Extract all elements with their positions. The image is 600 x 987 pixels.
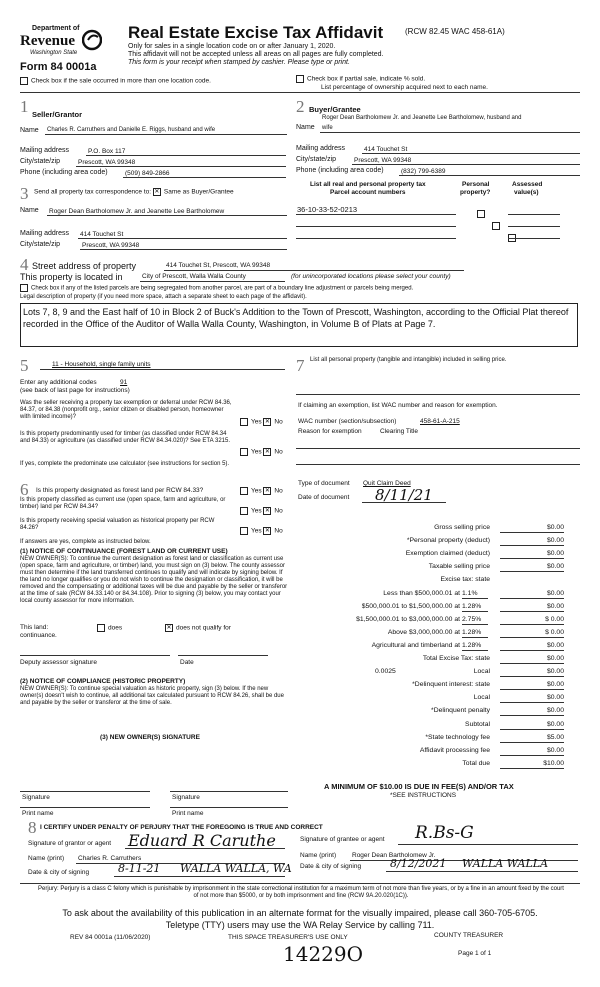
current-use-question: Is this property classified as current use (open space, farm and agriculture, or timber) land per RCW 84.34? (20, 497, 226, 510)
new-owner-sig-heading: (3) NEW OWNER(S) SIGNATURE (100, 734, 200, 741)
deputy-date-line (178, 655, 268, 656)
corr-mail: 414 Touchet St (80, 231, 124, 238)
seller-phone-label: Phone (including area code) (20, 169, 108, 176)
forest-question: Is this property designated as forest land per RCW 84.33? (36, 487, 204, 494)
parcel-header-b: Parcel account numbers (330, 189, 406, 196)
dept-line1: Department of (32, 25, 80, 32)
section6-number: 6 (20, 480, 29, 499)
partial-percentage-note: List percentage of ownership acquired next to each name. (321, 84, 488, 91)
new-owner-print-line1 (20, 807, 150, 808)
perjury-notice: Perjury: Perjury is a class C felony which is punishable by imprisonment in the state correctional institution for a maximum term of not more than five years, or by a fine in an amount fixed by the court of not more than $5000, or by both imprisonment and fine (RCW 9A.20.020(1C)). (38, 886, 564, 899)
located-line (140, 281, 285, 282)
answers-yes-note: If answers are yes, complete as instructed below. (20, 539, 151, 545)
seller-mail-label: Mailing address (20, 147, 70, 154)
segregated-checkbox[interactable] (20, 284, 28, 292)
does-option[interactable] (97, 624, 122, 632)
same-as-buyer-label: Same as Buyer/Grantee (163, 188, 234, 196)
does-not-checkbox[interactable]: ✕ (166, 625, 172, 631)
grantee-date-label: Date & city of signing (300, 863, 362, 870)
buyer-mail: 414 Touchet St (364, 146, 408, 153)
tax-row-label: Affidavit processing fee (419, 746, 490, 754)
s6q3-yes-checkbox[interactable] (240, 527, 248, 535)
new-owner-sig-line1 (20, 791, 150, 792)
parcel-line-3 (296, 238, 456, 239)
s6q1-no-checkbox[interactable]: ✕ (264, 488, 270, 494)
grantee-sig-line (398, 844, 578, 845)
header-note1: Only for sales in a single location code on or after January 1, 2020. (128, 43, 336, 50)
tax-row-label: Total due (462, 759, 490, 767)
forest-answer[interactable] (240, 487, 283, 495)
section4-number: 4 (20, 255, 29, 274)
buyer-name-label: Name (296, 124, 315, 131)
street-address: 414 Touchet St, Prescott, WA 99348 (166, 262, 271, 269)
tax-row-label: Taxable selling price (428, 563, 490, 571)
q2-yes-checkbox[interactable] (240, 448, 248, 456)
tax-row-value: $0.00 (500, 590, 564, 599)
tax-row-label: *Delinquent interest: state (412, 681, 490, 689)
grantee-signature: R.Bs-G (415, 823, 474, 843)
header-note2: This affidavit will not be accepted unless all areas on all pages are fully completed. (128, 51, 384, 58)
tax-row-label: Agricultural and timberland at (371, 641, 460, 649)
q1-no-checkbox[interactable]: ✕ (264, 419, 270, 425)
tax-row-rate: 1.28% (462, 642, 488, 651)
q2-no-label: No (274, 448, 283, 456)
timber-question: Is this property predominantly used for timber (as classified under RCW 84.34 and 84.33) or agriculture (as classified under RCW 84.34.020)? See ETA 3215. (20, 431, 231, 444)
buyer-name-line2: wife (322, 125, 333, 131)
buyer-city: Prescott, WA 99348 (354, 157, 412, 164)
assessed-line-1 (508, 214, 560, 215)
s6q1-no-label: No (274, 487, 283, 495)
buyer-phone-label: Phone (including area code) (296, 167, 384, 174)
historic-question: Is this property receiving special valuation as historical property per RCW 84.26? (20, 518, 215, 531)
personal-checkbox-2[interactable] (492, 222, 500, 230)
grantee-date: 8/12/2021 (390, 857, 447, 870)
additional-codes-label: Enter any additional codes (20, 379, 97, 386)
personal-header-a: Personal (462, 181, 490, 188)
tax-row-value: $0.00 (500, 524, 564, 533)
corr-city-label: City/state/zip (20, 241, 61, 248)
dor-swoosh-icon (82, 29, 102, 51)
grantor-sig-label: Signature of grantor or agent (28, 840, 112, 847)
doc-type: Quit Claim Deed (363, 480, 411, 487)
tax-row-value: $ 0.00 (500, 616, 564, 625)
q1-yes-label: Yes (251, 418, 262, 426)
q2-yes-label: Yes (251, 448, 262, 456)
grantee-date-line (386, 871, 578, 872)
new-owner-print-label1: Print name (22, 810, 54, 817)
correspondence-label: Send all property tax correspondence to: (34, 188, 152, 196)
reason-line-2 (296, 464, 580, 465)
section5-number: 5 (20, 356, 29, 375)
notice2-title: (2) NOTICE OF COMPLIANCE (HISTORIC PROPERTY) (20, 678, 186, 685)
tax-row-rate: 1.28% (462, 603, 488, 612)
s6q3-no-label: No (274, 527, 283, 535)
tax-row-label: Less than $500,000.01 at (383, 589, 460, 597)
minimum-due: A MINIMUM OF $10.00 IS DUE IN FEE(S) AND/OR TAX (324, 782, 514, 791)
grantee-sig-label: Signature of grantee or agent (300, 836, 385, 843)
tax-row-label: $500,000.01 to $1,500,000.00 at (361, 602, 460, 610)
personal-checkbox-1[interactable] (477, 210, 485, 218)
tax-row-value: $0.00 (500, 694, 564, 703)
grantor-date-line (114, 876, 285, 877)
deputy-sig-line (20, 655, 170, 656)
buyer-mail-line (362, 153, 580, 154)
s6q3-yes-label: Yes (251, 527, 262, 535)
header-divider (20, 92, 580, 93)
wac-number: 458-61-A-215 (420, 418, 460, 425)
assessed-header-a: Assessed (512, 181, 543, 188)
s6q3-no-checkbox[interactable]: ✕ (264, 528, 270, 534)
personal-property-label: List all personal property (tangible and intangible) included in selling price. (310, 357, 507, 363)
tax-row-label: *State technology fee (425, 733, 490, 741)
tax-row-value: $0.00 (500, 707, 564, 716)
buyer-mail-label: Mailing address (296, 145, 346, 152)
new-owner-sig-line2 (170, 791, 288, 792)
tax-row-value: $0.00 (500, 550, 564, 559)
parcel-header-a: List all real and personal property tax (310, 181, 426, 188)
does-not-option[interactable] (165, 624, 231, 632)
new-owner-print-label2: Print name (172, 810, 204, 817)
parcel-line-2 (296, 226, 456, 227)
seller-name-line (45, 134, 287, 135)
tax-row-rate: 2.75% (462, 616, 488, 625)
form-title: Real Estate Excise Tax Affidavit (128, 23, 384, 42)
use-code-line (40, 369, 285, 370)
exemption-question: Was the seller receiving a property tax exemption or deferral under RCW 84.36, 84.37, or 84.38 (nonprofit org., senior citizen or disabled person, homeowner with limited income)? (20, 400, 232, 420)
reason-label: Reason for exemption (298, 428, 362, 435)
street-label: Street address of property (32, 261, 137, 271)
does-not-label: does not qualify for (176, 624, 231, 632)
section3-number: 3 (20, 184, 29, 203)
s6q1-yes-label: Yes (251, 487, 262, 495)
partial-sale-label: Check box if partial sale, indicate % sold. (307, 75, 426, 83)
assessed-header-b: value(s) (514, 189, 539, 196)
same-as-buyer-checkbox[interactable]: ✕ (154, 189, 160, 195)
notice1-body: NEW OWNER(S): To continue the current designation as forest land or classification as current use (open space, farm and agriculture, or timber) land, you must sign on (3) below. The county assessor must then determine if the land transferred continues to qualify and will indicate by signing below. If the land no longer qualifies or you do not wish to continue the designation or classification, it will be removed and the compensating or additional taxes will be due and payable by the seller or transferor at the time of sale (RCW 84.33.140 or 84.34.108). Prior to signing (3) below, you may contact your local county assessor for more information. (20, 556, 288, 604)
parcel-number-1: 36-10-33-52-0213 (297, 205, 358, 214)
one-location-label: Check box if the sale occurred in more than one location code. (31, 77, 211, 85)
section7-number: 7 (296, 356, 305, 375)
personal-property-line (296, 394, 580, 395)
receipt-number: 14229O (283, 942, 364, 966)
form-rcw: (RCW 82.45 WAC 458-61A) (405, 27, 505, 36)
predominate-use-note: If yes, complete the predominate use calculator (see instructions for section 5). (20, 461, 230, 467)
wac-label: WAC number (section/subsection) (298, 418, 397, 425)
exemption-label: If claiming an exemption, list WAC number and reason for exemption. (298, 402, 498, 409)
legal-description-box[interactable] (20, 303, 578, 347)
grantee-city: WALLA WALLA (462, 857, 549, 870)
buyer-city-line (352, 164, 580, 165)
tax-row-value: $5.00 (500, 734, 564, 743)
dor-logo (20, 25, 105, 61)
located-note: (for unincorporated locations please select your county) (291, 273, 451, 280)
new-owner-sig-label2: Signature (172, 794, 200, 801)
continuance-label: continuance. (20, 632, 57, 639)
buyer-heading: Buyer/Grantee (309, 105, 361, 114)
tax-row-label: *Delinquent penalty (431, 707, 490, 715)
personal-header-b: property? (460, 189, 491, 196)
rev-number: REV 84 0001a (11/06/2020) (70, 934, 151, 941)
seller-heading: Seller/Grantor (32, 110, 83, 119)
tax-row-value: $ 0.00 (500, 629, 564, 638)
s6q1-yes-checkbox[interactable] (240, 487, 248, 495)
grantor-sig-line (125, 848, 285, 849)
grantor-signature: Eduard R Caruthe (128, 831, 276, 850)
reason-value: Clearing Title (380, 428, 418, 435)
tax-row-value: $0.00 (500, 668, 564, 677)
seller-mail-line (86, 155, 286, 156)
certify-statement: I CERTIFY UNDER PENALTY OF PERJURY THAT THE FOREGOING IS TRUE AND CORRECT (40, 824, 323, 831)
deputy-sig-label: Deputy assessor signature (20, 659, 97, 666)
legal-label: Legal description of property (if you need more space, attach a separate sheet to each page of the affidavit). (20, 294, 307, 300)
street-line (164, 270, 464, 271)
county-treasurer: COUNTY TREASURER (434, 932, 504, 939)
tax-row-label: Above $3,000,000.00 at (387, 628, 460, 636)
notice1-title: (1) NOTICE OF CONTINUANCE (FOREST LAND OR CURRENT USE) (20, 548, 228, 555)
tax-row-label: $1,500,000.01 to $3,000,000.00 at (356, 615, 460, 623)
segregated-label: Check box if any of the listed parcels are being segregated from another parcel, are part of a boundary line adjustment or parcels being merged. (31, 285, 414, 292)
footer-divider (20, 883, 580, 884)
tax-row-rate: 1.28% (462, 629, 488, 638)
header-note3: This form is your receipt when stamped by cashier. Please type or print. (128, 59, 350, 66)
segregated-check[interactable] (20, 284, 413, 293)
section2-number: 2 (296, 97, 305, 116)
timber-answer[interactable] (240, 448, 283, 456)
dept-line2: Revenue (20, 33, 75, 49)
dept-line3: Washington State (30, 50, 78, 56)
seller-mail: P.O. Box 117 (88, 148, 126, 155)
treasurer-use-only: THIS SPACE TREASURER'S USE ONLY (228, 934, 348, 941)
one-location-checkbox[interactable] (20, 77, 28, 85)
seller-city-label: City/state/zip (20, 158, 61, 165)
does-checkbox[interactable] (97, 624, 105, 632)
corr-mail-label: Mailing address (20, 230, 70, 237)
seller-phone-line (123, 177, 286, 178)
corr-city: Prescott, WA 99348 (82, 242, 140, 249)
doc-date: 8/11/21 (375, 486, 433, 504)
this-land-label: This land: (20, 624, 49, 631)
tax-row-label: Local (473, 694, 490, 702)
grantor-city: WALLA WALLA, WA (180, 862, 292, 875)
tax-row-label: Subtotal (465, 720, 490, 728)
q2-no-checkbox[interactable]: ✕ (264, 449, 270, 455)
tax-row-label: *Personal property (deduct) (406, 537, 490, 545)
tax-row-local-rate: 0.0025 (375, 668, 396, 676)
form-number: Form 84 0001a (20, 61, 97, 73)
tax-row-value: $0.00 (500, 642, 564, 651)
see-instructions: *SEE INSTRUCTIONS (390, 792, 457, 799)
check-partial[interactable] (296, 75, 425, 83)
check-one-location[interactable] (20, 77, 211, 85)
seller-phone: (509) 849-2866 (125, 170, 170, 177)
grantor-name: Charles R. Carruthers (78, 855, 142, 862)
new-owner-print-line2 (170, 807, 288, 808)
corr-name-label: Name (20, 207, 39, 214)
buyer-phone: (832) 799-6389 (401, 168, 446, 175)
notice2-body: NEW OWNER(S): To continue special valuation as historic property, sign (3) below. If the new owner(s) doesn't wish to continue, all additional tax calculated pursuant to RCW 84.26, shall be due and payable by the seller or transferor at the time of sale. (20, 686, 284, 706)
parcel-line-1 (296, 214, 456, 215)
buyer-name-line1: Roger Dean Bartholomew Jr. and Jeanette Lee Bartholomew, husband and (322, 115, 522, 121)
corr-city-line (80, 249, 287, 250)
buyer-phone-line (399, 175, 580, 176)
s6q2-yes-checkbox[interactable] (240, 507, 248, 515)
tax-row-label: Excise tax: state (440, 576, 490, 584)
located-value: City of Prescott, Walla Walla County (142, 273, 246, 280)
tax-row-value: $0.00 (500, 563, 564, 572)
historic-answer[interactable] (240, 527, 283, 535)
seller-name: Charles R. Carruthers and Danielle E. Riggs, husband and wife (47, 127, 216, 133)
corr-name-line (47, 215, 287, 216)
correspondence-text (34, 188, 234, 196)
grantee-name: Roger Dean Bartholomew Jr. (352, 852, 436, 859)
doc-date-line (362, 502, 446, 503)
s6q2-no-label: No (274, 507, 283, 515)
additional-codes: 91 (120, 379, 128, 386)
tax-row-value: $0.00 (500, 537, 564, 546)
tty-note: Teletype (TTY) users may use the WA Relay Service by calling 711. (165, 920, 435, 930)
grantor-date-label: Date & city of signing (28, 869, 90, 876)
tax-row-value: $10.00 (500, 760, 564, 769)
partial-sale-checkbox[interactable] (296, 75, 304, 83)
tax-row-value: $0.00 (500, 603, 564, 612)
section8-number: 8 (28, 818, 37, 837)
buyer-city-label: City/state/zip (296, 156, 337, 163)
tax-row-label: Gross selling price (434, 524, 490, 531)
new-owner-sig-label1: Signature (22, 794, 50, 801)
deputy-date-label: Date (180, 659, 194, 666)
grantor-name-label: Name (print) (28, 855, 65, 862)
assessed-line-2 (508, 226, 560, 227)
tax-row-label: Local (473, 668, 490, 676)
seller-city: Prescott, WA 99348 (78, 159, 136, 166)
tax-row-rate: 1.1% (462, 590, 488, 599)
tax-row-value: $0.00 (500, 681, 564, 690)
section1-number: 1 (20, 97, 29, 116)
tax-row-value: $0.00 (500, 747, 564, 756)
corr-name: Roger Dean Bartholomew Jr. and Jeanette Lee Bartholomew (49, 208, 225, 215)
buyer-name-line (320, 132, 580, 133)
located-label: This property is located in (20, 272, 123, 282)
q1-yes-checkbox[interactable] (240, 418, 248, 426)
tax-row-value: $0.00 (500, 721, 564, 730)
page-number: Page 1 of 1 (458, 950, 492, 957)
s6q2-yes-label: Yes (251, 507, 262, 515)
use-code: 11 - Household, single family units (52, 361, 151, 368)
reason-line-1 (296, 448, 580, 449)
tax-row-label: Exemption claimed (deduct) (405, 550, 490, 558)
current-use-answer[interactable] (240, 507, 283, 515)
assessed-line-3 (508, 238, 560, 239)
legal-description: Lots 7, 8, 9 and the East half of 10 in Block 2 of Buck's Addition to the Town of Prescott, Washington, according to the Official Plat thereof recorded in the Office of the Auditor of Walla Walla County, Washington, in Volume B of Plats at Page 7. (23, 307, 569, 329)
grantor-date: 8-11-21 (118, 862, 161, 875)
seller-name-label: Name (20, 127, 39, 134)
tax-row-value: $0.00 (500, 655, 564, 664)
see-back: (see back of last page for instructions) (20, 387, 130, 394)
tax-row-label: Total Excise Tax: state (422, 655, 490, 662)
does-label: does (108, 624, 123, 632)
corr-mail-line (78, 238, 287, 239)
s6q2-no-checkbox[interactable]: ✕ (264, 508, 270, 514)
availability-note: To ask about the availability of this publication in an alternate format for the visually impaired, please call 360-705-6705. (62, 908, 538, 918)
q1-no-label: No (274, 418, 283, 426)
grantee-name-label: Name (print) (300, 852, 337, 859)
doc-date-label: Date of document (298, 494, 350, 501)
doc-type-label: Type of document (298, 480, 350, 487)
seller-city-line (76, 166, 286, 167)
exemption-answer[interactable] (240, 418, 283, 426)
